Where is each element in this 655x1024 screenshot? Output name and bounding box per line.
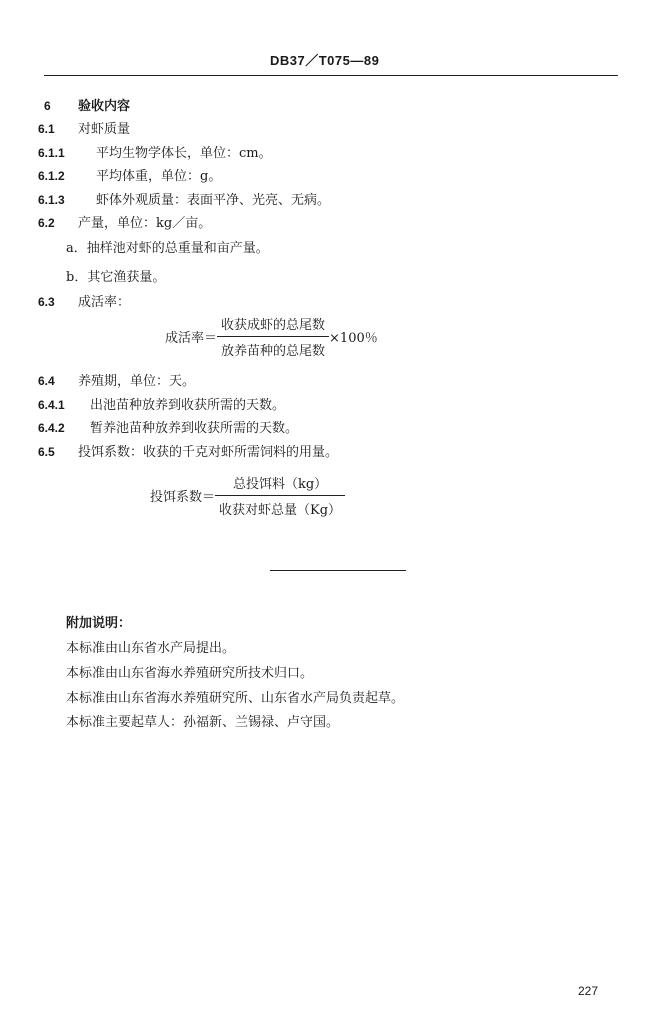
section-text: 产量，单位：kg／亩。	[78, 216, 212, 231]
formula-fraction	[217, 314, 329, 359]
formula-lhs: 投饵系数＝	[150, 490, 216, 505]
section-number: 6.4.1	[38, 398, 65, 412]
page-number: 227	[578, 984, 599, 998]
section-text: b．其它渔获量。	[66, 270, 166, 285]
formula-lhs: 成活率＝	[165, 331, 218, 346]
list-item-b	[66, 266, 165, 285]
notes-line: 本标准由山东省水产局提出。	[66, 641, 236, 656]
section-6-2	[38, 212, 211, 231]
list-item-a	[66, 237, 269, 256]
section-6-4-2	[38, 417, 298, 436]
notes-line: 本标准主要起草人：孙福新、兰锡禄、卢守国。	[66, 715, 340, 730]
section-text: 暂养池苗种放养到收获所需的天数。	[90, 421, 299, 436]
section-number: 6.2	[38, 216, 55, 230]
section-6-1	[38, 118, 130, 137]
fraction-bar	[215, 495, 345, 496]
notes-line: 本标准由山东省海水养殖研究所技术归口。	[66, 666, 314, 681]
section-number: 6.3	[38, 295, 55, 309]
section-number: 6.1	[38, 122, 55, 136]
section-number: 6.1.1	[38, 146, 65, 160]
fraction-bar	[217, 336, 329, 337]
section-6-5	[38, 441, 338, 460]
section-number: 6.1.2	[38, 169, 65, 183]
formula-denominator: 放养苗种的总尾数	[221, 344, 326, 359]
section-text: 投饵系数：收获的千克对虾所需饲料的用量。	[78, 445, 339, 460]
section-6-3	[38, 291, 130, 310]
section-number: 6.4.2	[38, 421, 65, 435]
section-number: 6.4	[38, 374, 55, 388]
feed-coefficient-formula	[150, 473, 345, 518]
section-text: 成活率：	[78, 295, 131, 310]
section-6-1-2	[38, 165, 221, 184]
formula-fraction	[215, 473, 345, 518]
formula-numerator: 收获成虾的总尾数	[221, 318, 326, 333]
document-header: DB37／T075—89	[270, 53, 380, 68]
survival-rate-formula	[165, 314, 378, 359]
formula-denominator: 收获对虾总量（Kg）	[219, 503, 342, 518]
section-text: 对虾质量	[78, 122, 131, 137]
section-title: 验收内容	[78, 99, 131, 114]
section-number: 6.1.3	[38, 193, 65, 207]
notes-line: 本标准由山东省海水养殖研究所、山东省水产局负责起草。	[66, 691, 405, 706]
section-text: 平均生物学体长，单位：cm。	[96, 146, 272, 161]
formula-numerator: 总投饵料（kg）	[232, 477, 328, 492]
section-6-1-1	[38, 142, 272, 161]
section-6-1-3	[38, 189, 330, 208]
section-divider	[270, 570, 406, 571]
formula-suffix: ×100％	[329, 331, 378, 346]
section-text: a．抽样池对虾的总重量和亩产量。	[66, 241, 269, 256]
section-text: 出池苗种放养到收获所需的天数。	[90, 398, 286, 413]
header-rule	[44, 75, 618, 76]
section-6-4	[38, 370, 195, 389]
section-text: 虾体外观质量：表面平净、光亮、无病。	[96, 193, 331, 208]
section-number: 6.5	[38, 445, 55, 459]
notes-title: 附加说明：	[66, 616, 132, 631]
section-number: 6	[44, 99, 51, 113]
section-6	[44, 95, 130, 114]
section-6-4-1	[38, 394, 285, 413]
section-text: 平均体重，单位：g。	[96, 169, 222, 184]
section-text: 养殖期，单位：天。	[78, 374, 196, 389]
